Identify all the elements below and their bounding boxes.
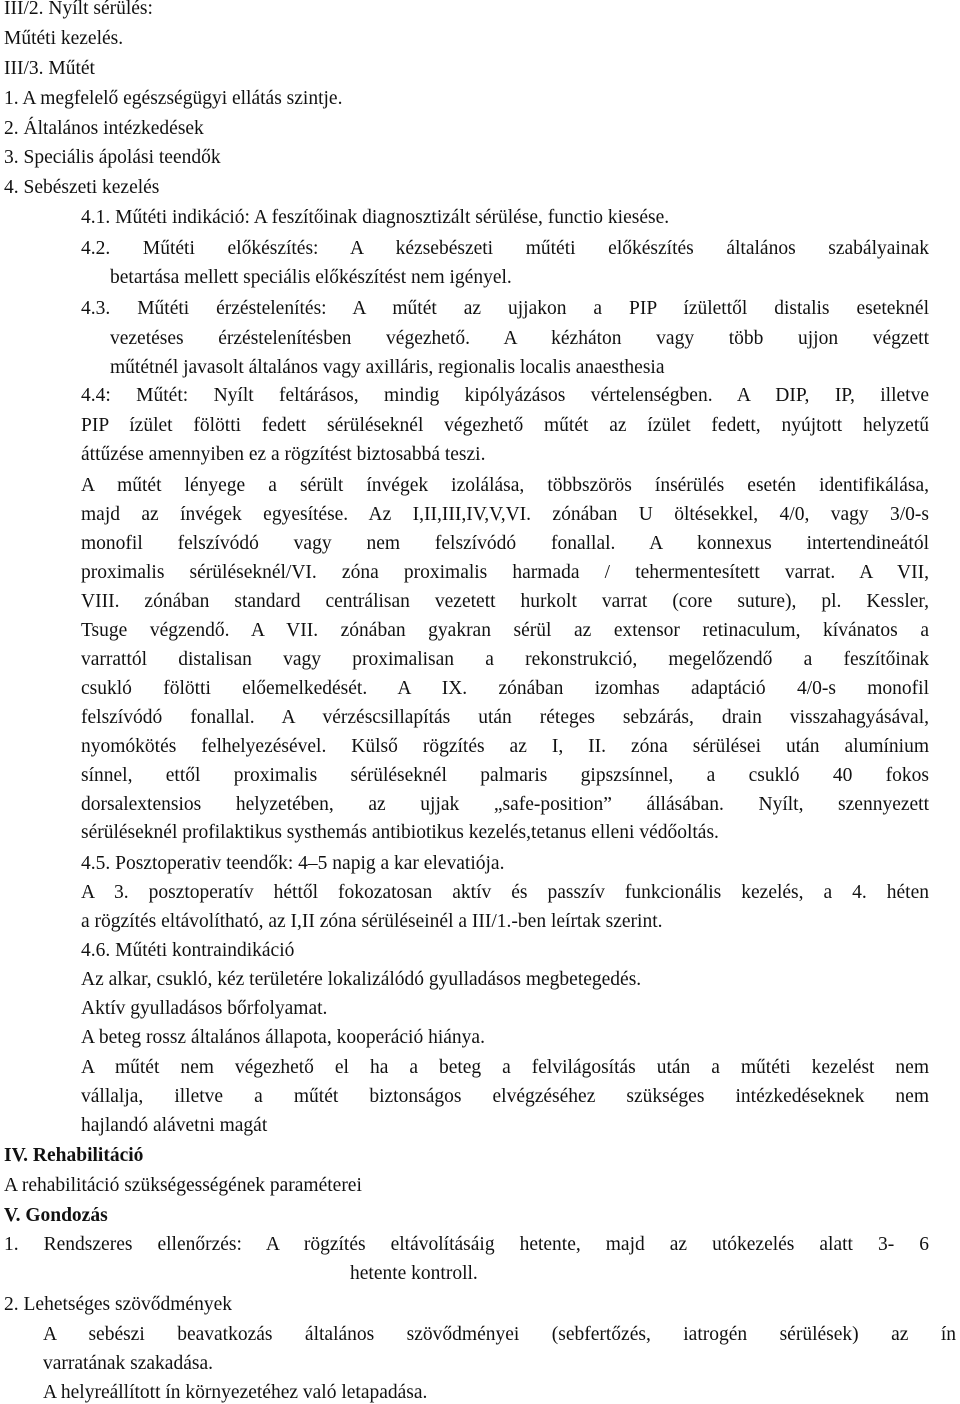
list-item: 3. Speciális ápolási teendők bbox=[4, 147, 221, 168]
text-line: hetente kontroll. bbox=[350, 1263, 478, 1284]
text-line: Műtéti kezelés. bbox=[4, 28, 124, 49]
list-item: 4.1. Műtéti indikáció: A feszítőinak diagnosztizált sérülése, functio kiesése. bbox=[81, 207, 670, 228]
list-item: 4.3. Műtéti érzéstelenítés: A műtét az ujjakon a PIP ízülettől distalis eseteknél bbox=[81, 298, 929, 319]
list-item: 4.4: Műtét: Nyílt feltárásos, mindig kipólyázásos vértelenségben. A DIP, IP, illetve bbox=[81, 385, 929, 406]
section-heading-v: V. Gondozás bbox=[4, 1205, 108, 1226]
text-line: csukló fölötti előemelkedését. A IX. zónában izomhas adaptáció 4/0-s monofil bbox=[81, 678, 929, 699]
list-item: 1. A megfelelő egészségügyi ellátás szintje. bbox=[4, 88, 343, 109]
text-line: dorsalextensios helyzetében, az ujjak „safe-position” állásában. Nyílt, szennyezett bbox=[81, 794, 929, 815]
text-line: nyomókötés felhelyezésével. Külső rögzítés az I, II. zóna sérülései után alumínium bbox=[81, 736, 929, 757]
text-line: sínnel, ettől proximalis sérüléseknél palmaris gipszsínnel, a csukló 40 fokos bbox=[81, 765, 929, 786]
text-line: VIII. zónában standard centrálisan vezetett hurkolt varrat (core suture), pl. Kessler, bbox=[81, 591, 929, 612]
list-item: 1. Rendszeres ellenőrzés: A rögzítés eltávolításáig hetente, majd az utókezelés alatt 3- 6 bbox=[4, 1234, 929, 1255]
text-line: Tsuge végzendő. A VII. zónában gyakran sérül az extensor retinaculum, kívánatos a bbox=[81, 620, 929, 641]
text-line: varrattól distalisan vagy proximalisan a rekonstrukció, megelőzendő a feszítőinak bbox=[81, 649, 929, 670]
text-line: A 3. posztoperatív héttől fokozatosan aktív és passzív funkcionális kezelés, a 4. héten bbox=[81, 882, 929, 903]
subsection-heading-iii-2: III/2. Nyílt sérülés: bbox=[4, 0, 153, 19]
text-line: betartása mellett speciális előkészítést nem igényel. bbox=[110, 267, 512, 288]
text-line: sérüléseknél profilaktikus systhemás antibiotikus kezelés,tetanus elleni védőoltás. bbox=[81, 822, 719, 843]
section-heading-iv: IV. Rehabilitáció bbox=[4, 1145, 144, 1166]
text-line: áttűzése amennyiben ez a rögzítést biztosabbá teszi. bbox=[81, 444, 486, 465]
list-item: 2. Általános intézkedések bbox=[4, 118, 204, 139]
list-item: 4.5. Posztoperativ teendők: 4–5 napig a kar elevatiója. bbox=[81, 853, 505, 874]
text-line: Aktív gyulladásos bőrfolyamat. bbox=[81, 998, 328, 1019]
text-line: felszívódó fonallal. A vérzéscsillapítás után réteges sebzárás, drain visszahagyásával, bbox=[81, 707, 929, 728]
text-line: varratának szakadása. bbox=[43, 1353, 213, 1374]
list-item: 2. Lehetséges szövődmények bbox=[4, 1294, 232, 1315]
text-line: műtétnél javasolt általános vagy axilláris, regionalis localis anaesthesia bbox=[110, 357, 665, 378]
list-item: 4.2. Műtéti előkészítés: A kézsebészeti műtéti előkészítés általános szabályainak bbox=[81, 238, 929, 259]
text-line: A rehabilitáció szükségességének paraméterei bbox=[4, 1175, 362, 1196]
text-line: A műtét lényege a sérült ínvégek izolálása, többszörös ínsérülés esetén identifikálása, bbox=[81, 475, 929, 496]
text-line: A sebészi beavatkozás általános szövődményei (sebfertőzés, iatrogén sérülések) az ín bbox=[43, 1324, 956, 1345]
text-line: Az alkar, csukló, kéz területére lokalizálódó gyulladásos megbetegedés. bbox=[81, 969, 642, 990]
text-line: A helyreállított ín környezetéhez való letapadása. bbox=[43, 1382, 428, 1403]
text-line: vállalja, illetve a műtét biztonságos elvégzéséhez szükséges intézkedéseknek nem bbox=[81, 1086, 929, 1107]
text-line: proximalis sérüléseknél/VI. zóna proximalis harmada / tehermentesített varrat. A VII, bbox=[81, 562, 929, 583]
subsection-heading-iii-3: III/3. Műtét bbox=[4, 58, 95, 79]
text-line: a rögzítés eltávolítható, az I,II zóna sérüléseinél a III/1.-ben leírtak szerint. bbox=[81, 911, 663, 932]
text-line: vezetéses érzéstelenítésben végezhető. A kézháton vagy több ujjon végzett bbox=[110, 328, 929, 349]
text-line: monofil felszívódó vagy nem felszívódó fonallal. A konnexus intertendineától bbox=[81, 533, 929, 554]
text-line: hajlandó alávetni magát bbox=[81, 1115, 268, 1136]
text-line: A műtét nem végezhető el ha a beteg a felvilágosítás után a műtéti kezelést nem bbox=[81, 1057, 929, 1078]
list-item: 4.6. Műtéti kontraindikáció bbox=[81, 940, 295, 961]
list-item: 4. Sebészeti kezelés bbox=[4, 177, 160, 198]
text-line: PIP ízület fölötti fedett sérüléseknél végezhető műtét az ízület fedett, nyújtott helyzetű bbox=[81, 415, 929, 436]
text-line: A beteg rossz általános állapota, kooperáció hiánya. bbox=[81, 1027, 485, 1048]
text-line: majd az ínvégek egyesítése. Az I,II,III,IV,V,VI. zónában U öltésekkel, 4/0, vagy 3/0-s bbox=[81, 504, 929, 525]
